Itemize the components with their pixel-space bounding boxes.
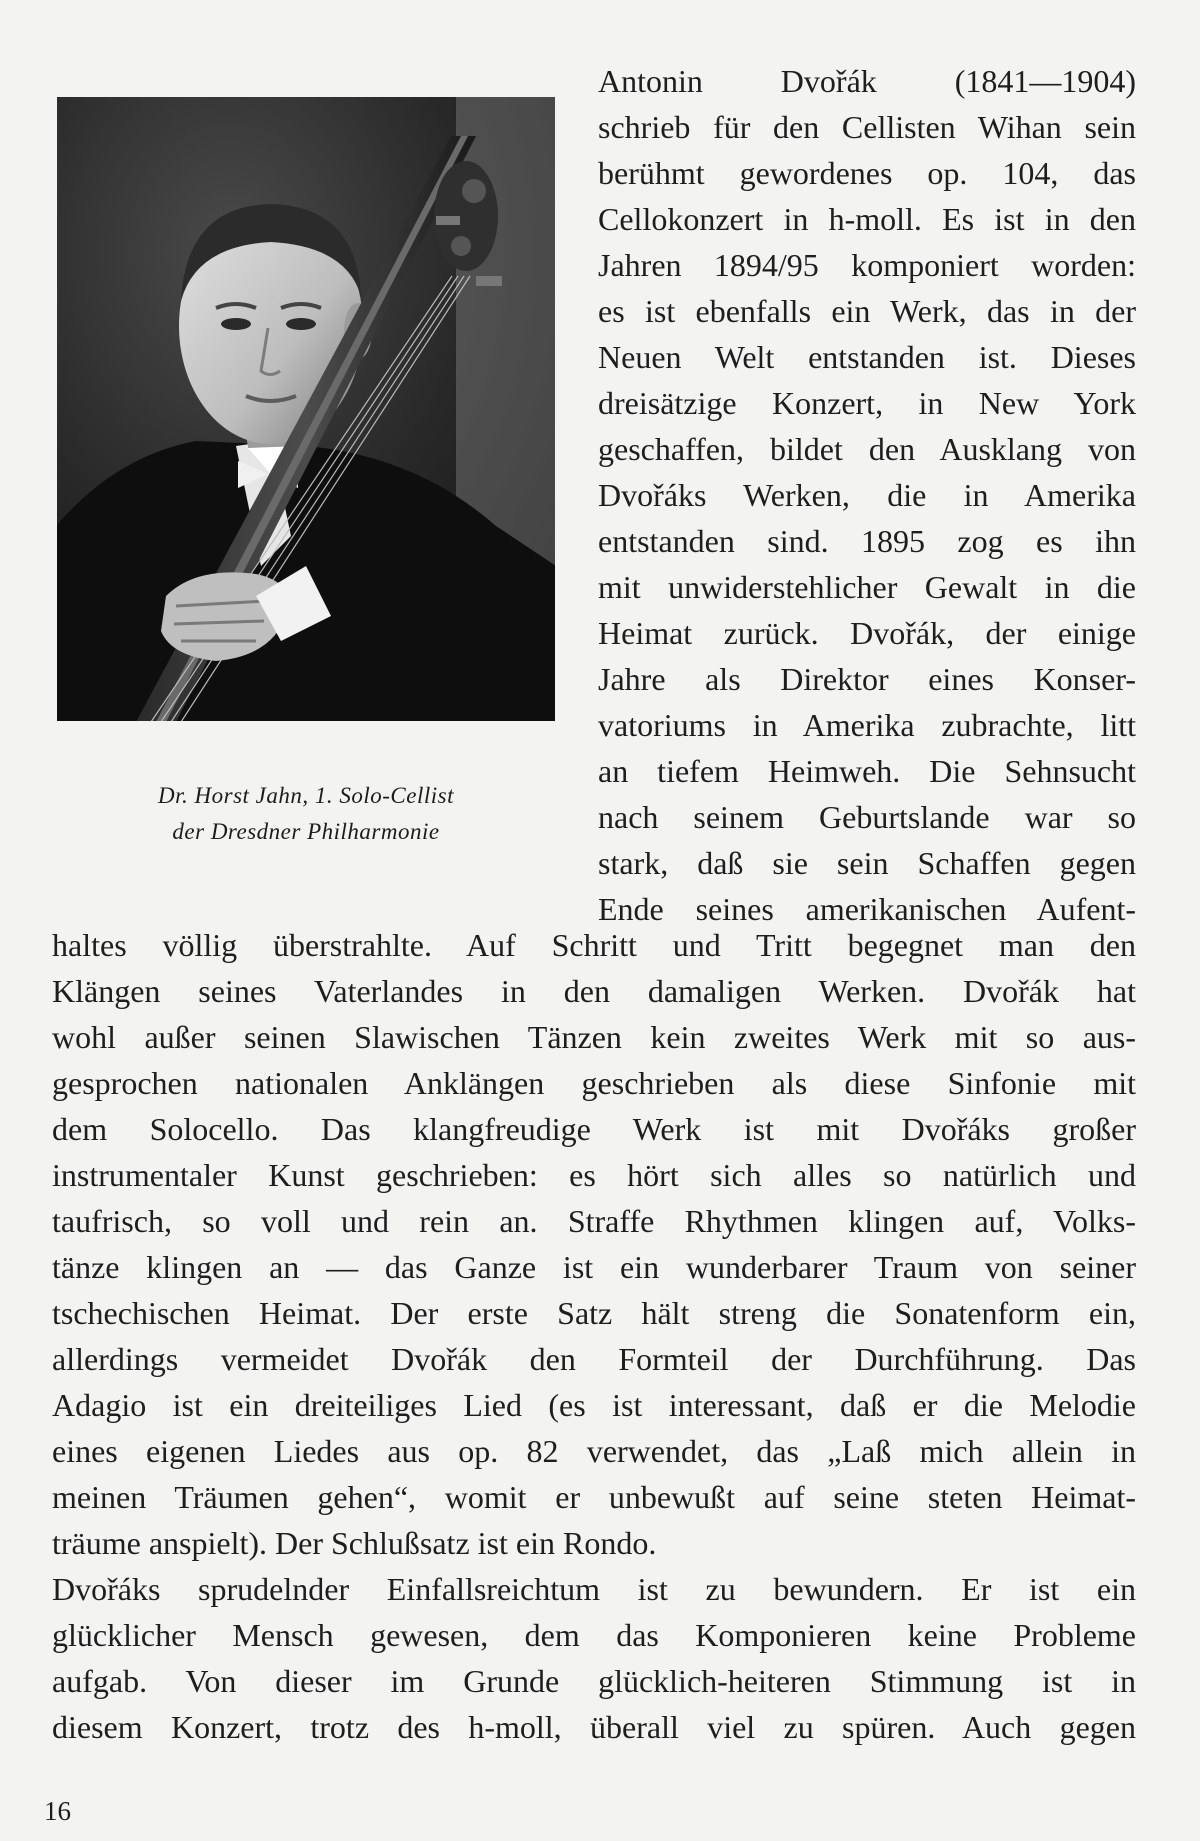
portrait-photo — [56, 96, 556, 722]
text-line: an tiefem Heimweh. Die Sehnsucht — [598, 753, 1136, 789]
text-line: Heimat zurück. Dvořák, der einige — [598, 615, 1136, 651]
text-line: Dvořáks sprudelnder Einfallsreichtum ist zu bewundern. Er ist ein — [52, 1571, 1136, 1607]
text-line: haltes völlig überstrahlte. Auf Schritt und Tritt begegnet man den — [52, 927, 1136, 963]
cellist-portrait-photo — [56, 96, 556, 722]
text-line: gesprochen nationalen Anklängen geschrieben als diese Sinfonie mit — [52, 1065, 1136, 1101]
text-line: vatoriums in Amerika zubrachte, litt — [598, 707, 1136, 743]
text-line: geschaffen, bildet den Ausklang von — [598, 431, 1136, 467]
text-line: dreisätzige Konzert, in New York — [598, 385, 1136, 421]
caption-line: der Dresdner Philharmonie — [172, 819, 440, 844]
text-line: stark, daß sie sein Schaffen gegen — [598, 845, 1136, 881]
text-line: tschechischen Heimat. Der erste Satz hält streng die Sonatenform ein, — [52, 1295, 1136, 1331]
text-line: berühmt gewordenes op. 104, das — [598, 155, 1136, 191]
text-line: schrieb für den Cellisten Wihan sein — [598, 109, 1136, 145]
page-number: 16 — [44, 1796, 71, 1826]
text-line: mit unwiderstehlicher Gewalt in die — [598, 569, 1136, 605]
text-line: tänze klingen an — das Ganze ist ein wunderbarer Traum von seiner — [52, 1249, 1136, 1285]
text-line: Neuen Welt entstanden ist. Dieses — [598, 339, 1136, 375]
text-line: nach seinem Geburtslande war so — [598, 799, 1136, 835]
text-line: Dvořáks Werken, die in Amerika — [598, 477, 1136, 513]
caption-line: Dr. Horst Jahn, 1. Solo-Cellist — [158, 783, 454, 808]
text-line: diesem Konzert, trotz des h-moll, überall viel zu spüren. Auch gegen — [52, 1709, 1136, 1745]
text-line: instrumentaler Kunst geschrieben: es hört sich alles so natürlich und — [52, 1157, 1136, 1193]
text-line: dem Solocello. Das klangfreudige Werk ist mit Dvořáks großer — [52, 1111, 1136, 1147]
text-line: aufgab. Von dieser im Grunde glücklich-heiteren Stimmung ist in — [52, 1663, 1136, 1699]
text-line: Jahren 1894/95 komponiert worden: — [598, 247, 1136, 283]
text-line: entstanden sind. 1895 zog es ihn — [598, 523, 1136, 559]
text-line: eines eigenen Liedes aus op. 82 verwendet, das „Laß mich allein in — [52, 1433, 1136, 1469]
text-line: Cellokonzert in h-moll. Es ist in den — [598, 201, 1136, 237]
text-line: wohl außer seinen Slawischen Tänzen kein zweites Werk mit so aus- — [52, 1019, 1136, 1055]
text-line: meinen Träumen gehen“, womit er unbewußt auf seine steten Heimat- — [52, 1479, 1136, 1515]
text-line: glücklicher Mensch gewesen, dem das Komponieren keine Probleme — [52, 1617, 1136, 1653]
text-line: Adagio ist ein dreiteiliges Lied (es ist interessant, daß er die Melodie — [52, 1387, 1136, 1423]
text-line: allerdings vermeidet Dvořák den Formteil der Durchführung. Das — [52, 1341, 1136, 1377]
text-line: träume anspielt). Der Schlußsatz ist ein Rondo. — [52, 1525, 657, 1561]
text-line: Ende seines amerikanischen Aufent- — [598, 891, 1136, 927]
text-line: Antonin Dvořák (1841—1904) — [598, 63, 1136, 99]
text-line: Klängen seines Vaterlandes in den damaligen Werken. Dvořák hat — [52, 973, 1136, 1009]
text-line: taufrisch, so voll und rein an. Straffe Rhythmen klingen auf, Volks- — [52, 1203, 1136, 1239]
text-line: es ist ebenfalls ein Werk, das in der — [598, 293, 1136, 329]
text-line: Jahre als Direktor eines Konser- — [598, 661, 1136, 697]
photo-caption — [56, 778, 556, 850]
